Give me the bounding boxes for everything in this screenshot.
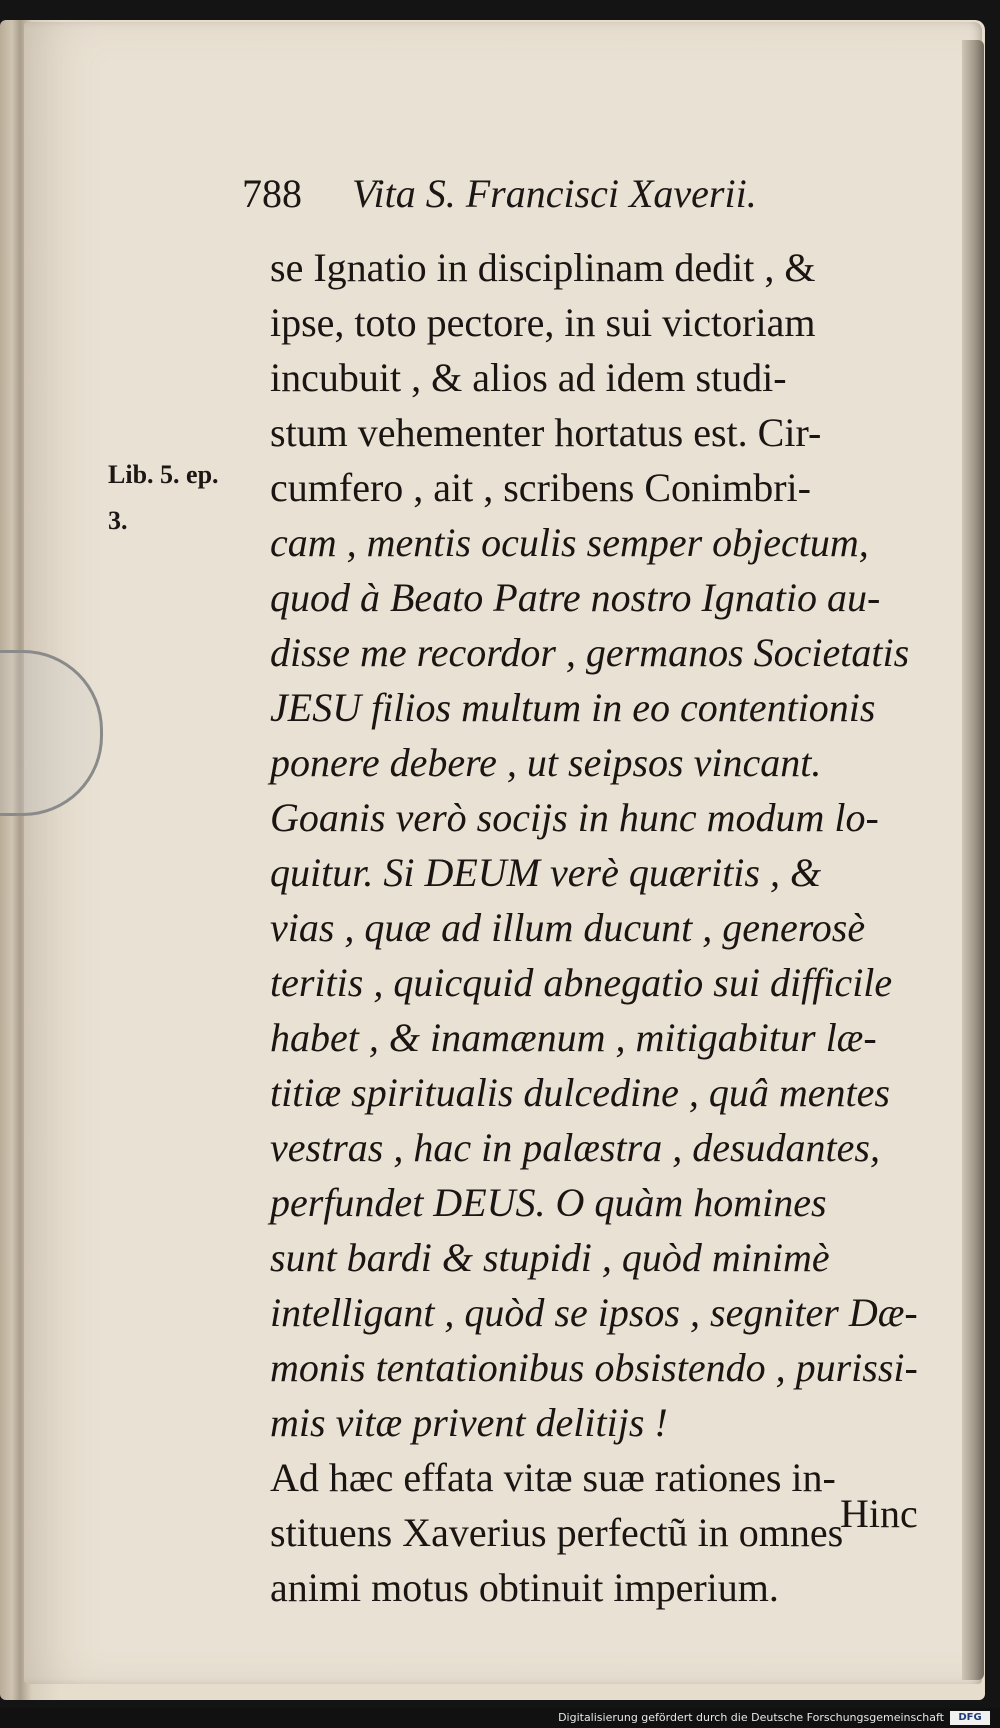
text-line: quod à Beato Patre nostro Ignatio au- xyxy=(270,575,881,620)
dfg-logo-icon: DFG xyxy=(950,1711,990,1725)
text-line: mis vitæ privent delitijs ! xyxy=(270,1400,668,1445)
text-line: ponere debere , ut seipsos vincant. xyxy=(270,740,822,785)
text-line: animi motus obtinuit imperium. xyxy=(270,1565,779,1610)
margin-note xyxy=(108,452,248,544)
text-line: stituens Xaverius perfectũ in omnes xyxy=(270,1510,844,1555)
footer-bar xyxy=(0,1708,1000,1728)
text-line: JESU filios multum in eo contentionis xyxy=(270,685,876,730)
digitization-credit: Digitalisierung gefördert durch die Deutsche Forschungsgemeinschaft xyxy=(558,1711,944,1724)
text-line: incubuit , & alios ad idem studi- xyxy=(270,355,787,400)
text-line: vias , quæ ad illum ducunt , generosè xyxy=(270,905,866,950)
page-edge xyxy=(962,40,984,1680)
text-line: habet , & inamænum , mitigabitur læ- xyxy=(270,1015,877,1060)
text-line: quitur. Si DEUM verè quæritis , & xyxy=(270,850,822,895)
text-line: stum vehementer hortatus est. Cir- xyxy=(270,410,822,455)
page-number: 788 xyxy=(242,171,302,216)
text-line: ipse, toto pectore, in sui victoriam xyxy=(270,300,816,345)
text-line: Goanis verò socijs in hunc modum lo- xyxy=(270,795,879,840)
text-line: cam , mentis oculis semper objectum, xyxy=(270,520,869,565)
body-text xyxy=(270,240,940,1615)
text-line: intelligant , quòd se ipsos , segniter Dæ- xyxy=(270,1290,918,1335)
page-header xyxy=(242,170,842,230)
text-line: perfundet DEUS. O quàm homines xyxy=(270,1180,827,1225)
text-line: disse me recordor , germanos Societatis xyxy=(270,630,910,675)
text-line: titiæ spiritualis dulcedine , quâ mentes xyxy=(270,1070,890,1115)
text-line: vestras , hac in palæstra , desudantes, xyxy=(270,1125,880,1170)
margin-note-line: Lib. 5. ep. xyxy=(108,460,219,489)
catchword: Hinc xyxy=(840,1491,918,1536)
text-line: monis tentationibus obsistendo , purissi- xyxy=(270,1345,918,1390)
text-line: Ad hæc effata vitæ suæ rationes in- xyxy=(270,1455,836,1500)
text-line: cumfero , ait , scribens Conimbri- xyxy=(270,465,811,510)
text-line: teritis , quicquid abnegatio sui difficile xyxy=(270,960,893,1005)
text-line: se Ignatio in disciplinam dedit , & xyxy=(270,245,816,290)
text-line: sunt bardi & stupidi , quòd minimè xyxy=(270,1235,830,1280)
running-title: Vita S. Francisci Xaverii. xyxy=(352,171,757,216)
margin-note-line: 3. xyxy=(108,506,128,535)
